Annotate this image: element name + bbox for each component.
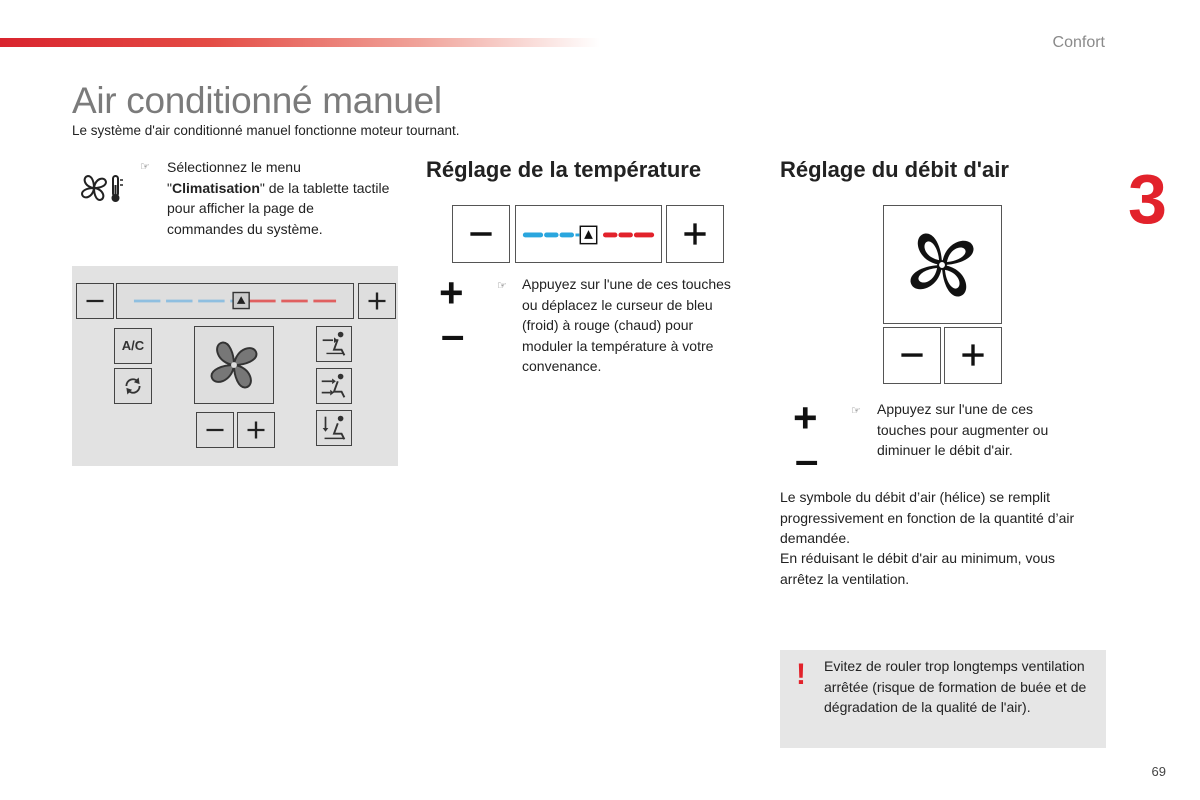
- fan-icon-large: [884, 206, 1001, 323]
- page-intro: Le système d'air conditionné manuel fonctionne moteur tournant.: [72, 123, 460, 138]
- airflow-plus-button[interactable]: [237, 412, 275, 448]
- temperature-text: Appuyez sur l'une de ces touches ou déplacez le curseur de bleu (froid) à rouge (chaud) pour moduler la température à votre convenance.: [522, 276, 731, 374]
- temperature-minus-button[interactable]: [452, 205, 510, 263]
- air-to-feet-icon: [317, 411, 351, 445]
- fan-icon: [195, 327, 273, 403]
- airflow-paragraph-1: Le symbole du débit d’air (hélice) se remplit progressivement en fonction de la quantité d’air demandée.: [780, 489, 1075, 546]
- airflow-text: Appuyez sur l'une de ces touches pour augmenter ou diminuer le débit d'air.: [877, 401, 1049, 458]
- ac-button[interactable]: [114, 328, 152, 364]
- airflow-bullet: ☞: [851, 405, 861, 417]
- recirculation-button[interactable]: [114, 368, 152, 404]
- temperature-plus-sign: +: [439, 269, 464, 316]
- header-accent-bar: [0, 38, 600, 47]
- menu-step-text: [167, 157, 392, 239]
- air-to-face-button[interactable]: [316, 326, 352, 362]
- panel-minus-button[interactable]: [76, 283, 114, 319]
- climate-panel-illustration: [72, 266, 398, 466]
- airflow-plus-button-large[interactable]: [944, 327, 1002, 384]
- page-number: 69: [1151, 764, 1166, 779]
- air-to-face-icon: [317, 327, 351, 361]
- fan-thermometer-icon: [78, 171, 126, 205]
- airflow-title: Réglage du débit d'air: [780, 157, 1009, 182]
- chapter-number: 3: [1128, 160, 1167, 238]
- temperature-title: Réglage de la température: [426, 157, 702, 182]
- temperature-plus-button[interactable]: [666, 205, 724, 263]
- fan-display: [194, 326, 274, 404]
- air-to-face-and-feet-icon: [317, 369, 351, 403]
- airflow-fan-display: [883, 205, 1002, 324]
- menu-step-before: Sélectionnez le menu: [167, 159, 301, 175]
- airflow-paragraph-2: En réduisant le débit d'air au minimum, vous arrêtez la ventilation.: [780, 550, 1056, 587]
- page-title: Air conditionné manuel: [72, 80, 442, 121]
- temperature-slider-large[interactable]: [515, 205, 662, 263]
- warning-icon: !: [796, 658, 806, 691]
- temperature-bullet: ☞: [497, 280, 507, 292]
- panel-plus-button[interactable]: [358, 283, 396, 319]
- recirculation-icon: [115, 369, 151, 403]
- warning-box: [780, 650, 1106, 748]
- menu-step-after: de la tablette tactile pour afficher la page de commandes du système.: [167, 179, 390, 237]
- menu-step-menu-name: Climatisation: [171, 179, 260, 196]
- menu-step-quote-close: ": [259, 179, 265, 196]
- menu-step-quote-open: ": [167, 179, 172, 196]
- airflow-minus-sign: –: [795, 436, 819, 483]
- airflow-minus-button-large[interactable]: [883, 327, 941, 384]
- warning-text: Evitez de rouler trop longtemps ventilation arrêtée (risque de formation de buée et de dégradation de la qualité de l'air).: [824, 658, 1087, 715]
- section-label: Confort: [1052, 34, 1105, 51]
- air-to-feet-button[interactable]: [316, 410, 352, 446]
- menu-step-bullet: ☞: [140, 161, 150, 173]
- temperature-minus-sign: –: [441, 311, 465, 358]
- ac-button-label: A/C: [121, 338, 145, 353]
- airflow-minus-button[interactable]: [196, 412, 234, 448]
- airflow-plus-sign: +: [793, 394, 818, 441]
- air-to-face-and-feet-button[interactable]: [316, 368, 352, 404]
- temperature-slider[interactable]: [116, 283, 354, 319]
